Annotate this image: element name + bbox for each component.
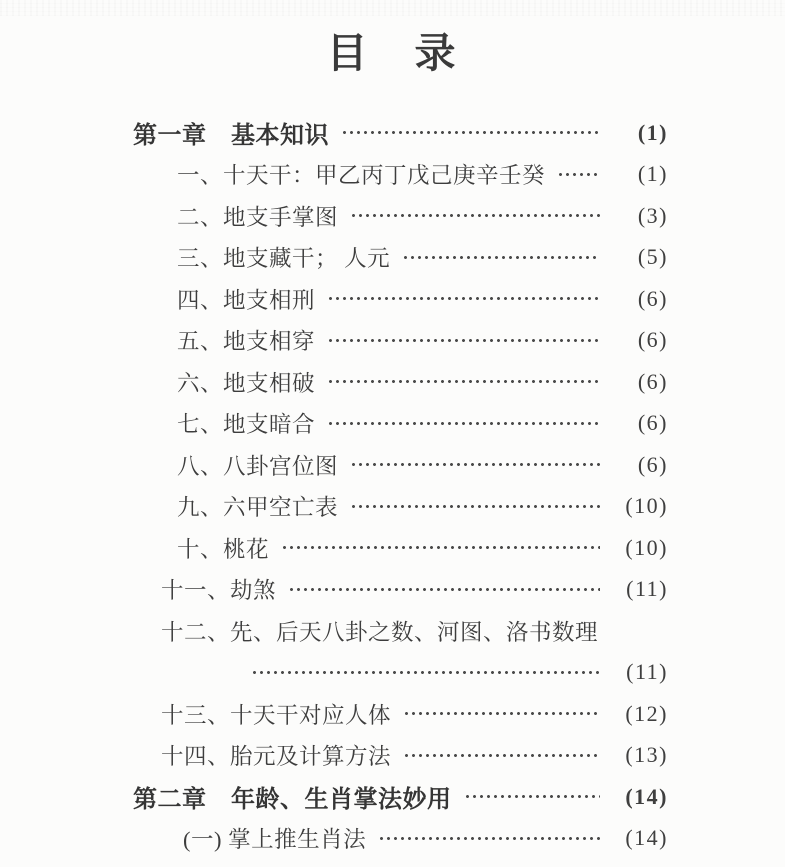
toc-page-number: (6) <box>637 368 668 394</box>
toc-page-number: (6) <box>637 410 668 436</box>
toc-entry <box>133 320 668 362</box>
toc-entry-text: 十三、十天干对应人体 <box>161 702 392 728</box>
toc-entry-text: (一) 掌上推生肖法 <box>183 827 367 853</box>
toc-entry-text: 一、十天干：甲乙丙丁戊己庚辛壬癸 <box>177 163 546 189</box>
toc-entry-text: 五、地支相穿 <box>177 329 316 355</box>
dot-leader <box>281 527 600 569</box>
toc-entry <box>133 403 668 445</box>
toc-entry-text: 第二章 年龄、生肖掌法妙用 <box>133 787 452 814</box>
toc-entry-text: 十一、劫煞 <box>161 578 277 604</box>
dot-leader <box>251 652 600 694</box>
dot-leader <box>327 278 600 320</box>
toc-page-number: (11) <box>626 576 668 602</box>
dot-leader <box>403 693 600 735</box>
toc-entry-text: 八、八卦宫位图 <box>177 453 339 479</box>
dot-leader <box>288 569 600 611</box>
toc-entry-text: 六、地支相破 <box>177 370 316 396</box>
dot-leader <box>327 361 600 403</box>
toc-entry <box>133 652 668 694</box>
toc-list <box>133 112 668 859</box>
toc-entry <box>133 569 668 611</box>
toc-page-number: (1) <box>637 161 668 187</box>
toc-entry <box>133 818 668 860</box>
toc-entry-text: 第一章 基本知识 <box>133 123 329 150</box>
toc-entry <box>133 444 668 486</box>
toc-page-number: (12) <box>625 700 668 726</box>
toc-page-number: (11) <box>626 659 668 685</box>
toc-page-number: (6) <box>637 451 668 477</box>
toc-entry <box>133 154 668 196</box>
toc-page-number: (1) <box>637 119 668 145</box>
toc-entry <box>133 527 668 569</box>
toc-entry <box>133 486 668 528</box>
toc-entry-text: 九、六甲空亡表 <box>177 495 339 521</box>
toc-entry-text: 七、地支暗合 <box>177 412 316 438</box>
dot-leader <box>350 195 600 237</box>
dot-leader <box>403 735 600 777</box>
toc-entry <box>133 693 668 735</box>
toc-page-number: (14) <box>625 783 668 809</box>
dot-leader <box>350 486 600 528</box>
toc-page-number: (5) <box>637 244 668 270</box>
scan-noise-band <box>0 0 785 16</box>
dot-leader <box>327 403 600 445</box>
toc-entry <box>133 361 668 403</box>
toc-page-number: (10) <box>625 493 668 519</box>
toc-entry <box>133 195 668 237</box>
toc-entry-text: 十、桃花 <box>177 536 270 562</box>
toc-page-number: (6) <box>637 327 668 353</box>
toc-page-number: (3) <box>637 202 668 228</box>
toc-entry <box>133 112 668 154</box>
dot-leader <box>378 818 600 860</box>
toc-page-number: (13) <box>625 742 668 768</box>
toc-page-number: (14) <box>625 825 668 851</box>
dot-leader <box>341 112 600 154</box>
toc-entry-text: 十二、先、后天八卦之数、河图、洛书数理 <box>161 619 599 645</box>
dot-leader <box>350 444 600 486</box>
toc-page-number: (10) <box>625 534 668 560</box>
toc-page-number: (6) <box>637 285 668 311</box>
dot-leader <box>327 320 600 362</box>
toc-entry-text: 十四、胎元及计算方法 <box>161 744 392 770</box>
toc-entry <box>133 735 668 777</box>
toc-entry <box>133 610 668 652</box>
toc-entry-text: 三、地支藏干； 人元 <box>177 246 391 272</box>
dot-leader <box>402 237 600 279</box>
dot-leader <box>464 776 601 818</box>
toc-entry <box>133 237 668 279</box>
page-title: 目 录 <box>326 30 459 76</box>
toc-entry <box>133 278 668 320</box>
toc-entry <box>133 776 668 818</box>
toc-entry-text: 二、地支手掌图 <box>177 204 339 230</box>
dot-leader <box>557 154 600 196</box>
toc-entry-text: 四、地支相刑 <box>177 287 316 313</box>
